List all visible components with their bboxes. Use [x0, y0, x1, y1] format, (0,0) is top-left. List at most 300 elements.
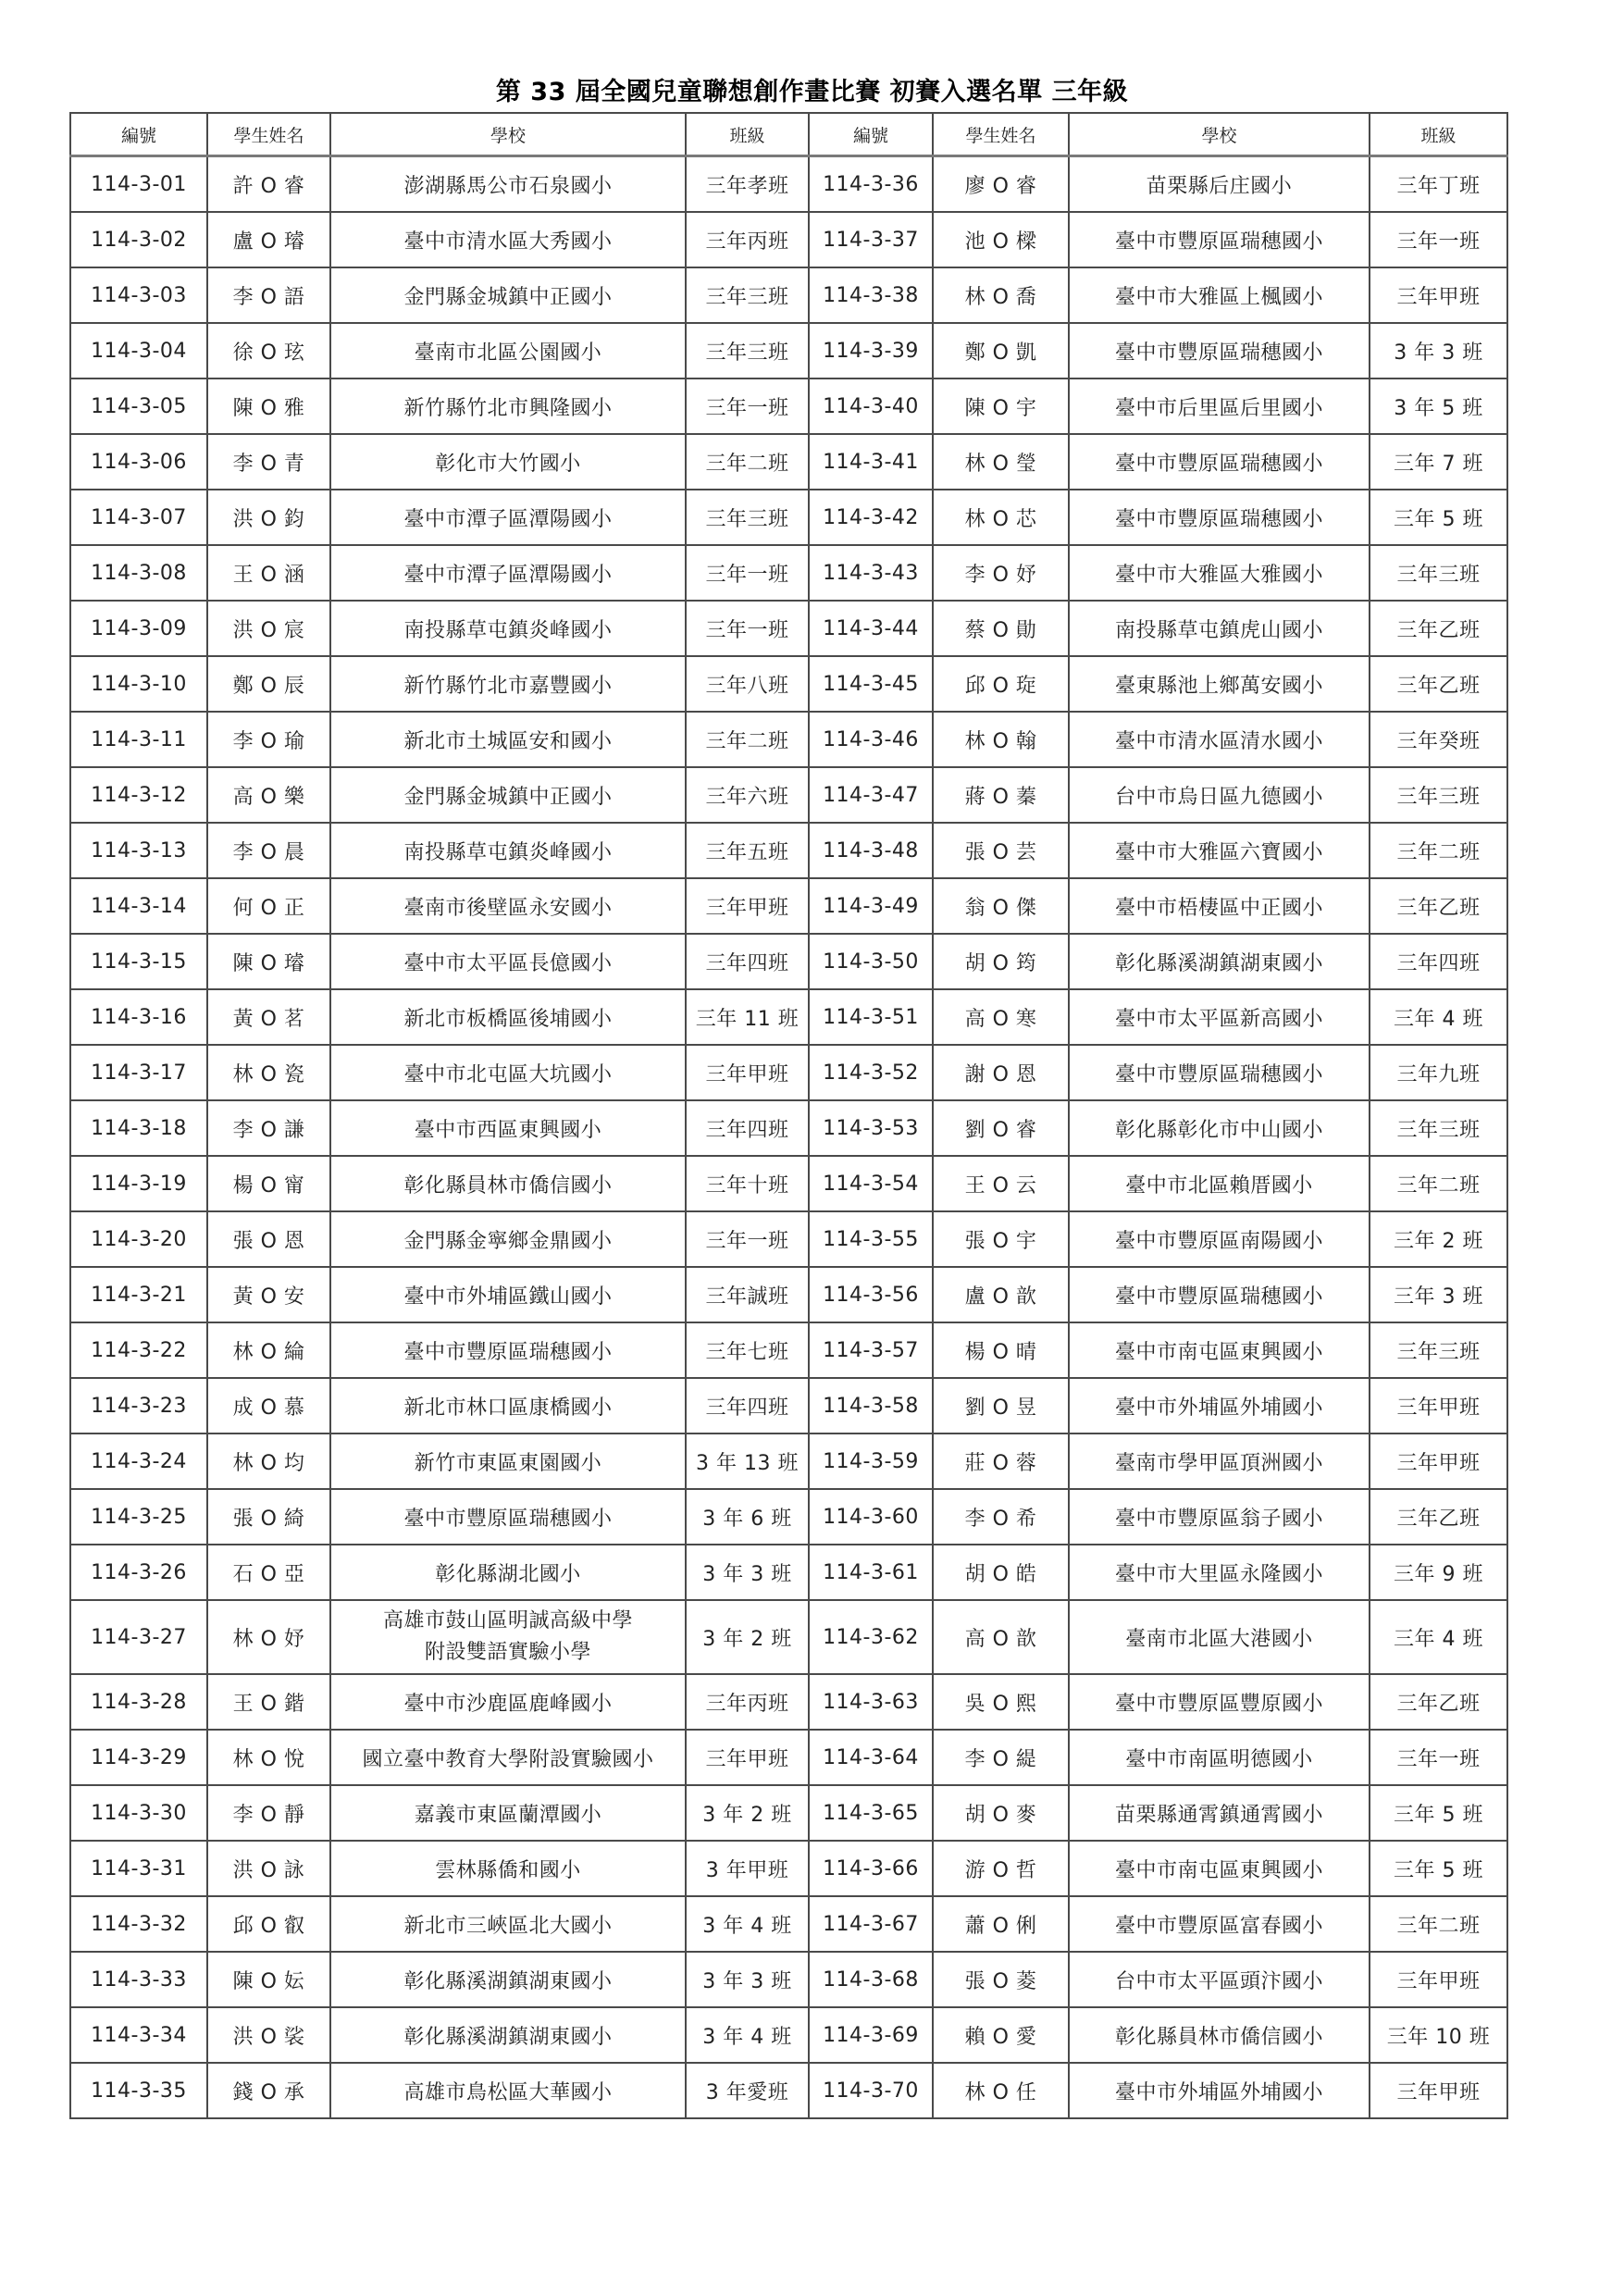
- right-class-cell: 三年甲班: [1370, 267, 1507, 323]
- left-class-cell: 三年三班: [686, 490, 809, 545]
- left-name-cell: 陳 O 妘: [207, 1952, 330, 2007]
- right-class-cell: 三年乙班: [1370, 1674, 1507, 1730]
- table-row: [70, 2063, 1507, 2118]
- left-school-cell: 高雄市鳥松區大華國小: [330, 2063, 686, 2118]
- header-school-right: 學校: [1069, 113, 1370, 156]
- right-name-cell: 林 O 翰: [933, 712, 1069, 767]
- right-school-cell: 苗栗縣通霄鎮通霄國小: [1069, 1785, 1370, 1841]
- right-class-cell: 三年乙班: [1370, 656, 1507, 712]
- left-id-cell: 114-3-30: [70, 1785, 207, 1841]
- left-id-cell: 114-3-08: [70, 545, 207, 601]
- left-school-cell: 國立臺中教育大學附設實驗國小: [330, 1730, 686, 1785]
- right-class-cell: 三年九班: [1370, 1045, 1507, 1100]
- header-class-left: 班級: [686, 113, 809, 156]
- left-name-cell: 林 O 悅: [207, 1730, 330, 1785]
- left-class-cell: 三年孝班: [686, 156, 809, 213]
- right-school-cell: 臺中市豐原區瑞穗國小: [1069, 1045, 1370, 1100]
- right-id-cell: 114-3-64: [809, 1730, 933, 1785]
- right-id-cell: 114-3-60: [809, 1489, 933, 1545]
- right-school-cell: 彰化縣員林市僑信國小: [1069, 2007, 1370, 2063]
- left-class-cell: 三年四班: [686, 1100, 809, 1156]
- left-name-cell: 洪 O 裟: [207, 2007, 330, 2063]
- right-id-cell: 114-3-58: [809, 1378, 933, 1433]
- left-id-cell: 114-3-04: [70, 323, 207, 379]
- left-class-cell: 三年甲班: [686, 1045, 809, 1100]
- left-id-cell: 114-3-05: [70, 379, 207, 434]
- left-id-cell: 114-3-13: [70, 823, 207, 878]
- left-name-cell: 王 O 涵: [207, 545, 330, 601]
- right-name-cell: 謝 O 恩: [933, 1045, 1069, 1100]
- right-id-cell: 114-3-66: [809, 1841, 933, 1896]
- right-class-cell: 三年二班: [1370, 1896, 1507, 1952]
- table-row: [70, 878, 1507, 934]
- left-id-cell: 114-3-17: [70, 1045, 207, 1100]
- right-id-cell: 114-3-56: [809, 1267, 933, 1322]
- left-school-cell: 新竹縣竹北市興隆國小: [330, 379, 686, 434]
- header-school-left: 學校: [330, 113, 686, 156]
- right-class-cell: 三年三班: [1370, 767, 1507, 823]
- left-school-cell: 臺中市潭子區潭陽國小: [330, 490, 686, 545]
- table-row: [70, 823, 1507, 878]
- left-name-cell: 王 O 鍇: [207, 1674, 330, 1730]
- left-school-cell: 臺中市外埔區鐵山國小: [330, 1267, 686, 1322]
- left-class-cell: 三年十班: [686, 1156, 809, 1211]
- left-id-cell: 114-3-18: [70, 1100, 207, 1156]
- right-class-cell: 三年甲班: [1370, 1433, 1507, 1489]
- right-class-cell: 三年四班: [1370, 934, 1507, 989]
- left-school-cell: 彰化縣湖北國小: [330, 1545, 686, 1600]
- left-name-cell: 楊 O 甯: [207, 1156, 330, 1211]
- left-name-cell: 林 O 妤: [207, 1600, 330, 1674]
- table-row: [70, 1045, 1507, 1100]
- left-class-cell: 3 年 3 班: [686, 1545, 809, 1600]
- right-name-cell: 李 O 妤: [933, 545, 1069, 601]
- left-class-cell: 三年六班: [686, 767, 809, 823]
- left-class-cell: 三年一班: [686, 379, 809, 434]
- right-class-cell: 三年 10 班: [1370, 2007, 1507, 2063]
- left-school-cell: 臺中市北屯區大坑國小: [330, 1045, 686, 1100]
- left-school-cell: 雲林縣僑和國小: [330, 1841, 686, 1896]
- right-class-cell: 3 年 3 班: [1370, 323, 1507, 379]
- right-school-cell: 臺中市豐原區翁子國小: [1069, 1489, 1370, 1545]
- left-name-cell: 李 O 晨: [207, 823, 330, 878]
- right-id-cell: 114-3-49: [809, 878, 933, 934]
- right-school-cell: 臺中市梧棲區中正國小: [1069, 878, 1370, 934]
- right-class-cell: 三年 5 班: [1370, 1841, 1507, 1896]
- right-class-cell: 三年乙班: [1370, 601, 1507, 656]
- right-school-cell: 臺中市大雅區大雅國小: [1069, 545, 1370, 601]
- right-name-cell: 張 O 菱: [933, 1952, 1069, 2007]
- right-id-cell: 114-3-62: [809, 1600, 933, 1674]
- right-class-cell: 三年三班: [1370, 1100, 1507, 1156]
- right-id-cell: 114-3-59: [809, 1433, 933, 1489]
- left-class-cell: 3 年甲班: [686, 1841, 809, 1896]
- left-school-cell: 金門縣金城鎮中正國小: [330, 767, 686, 823]
- right-school-cell: 彰化縣彰化市中山國小: [1069, 1100, 1370, 1156]
- right-school-cell: 臺中市后里區后里國小: [1069, 379, 1370, 434]
- left-id-cell: 114-3-06: [70, 434, 207, 490]
- right-school-cell: 彰化縣溪湖鎮湖東國小: [1069, 934, 1370, 989]
- right-id-cell: 114-3-37: [809, 212, 933, 267]
- table-row: [70, 1952, 1507, 2007]
- left-school-cell: 南投縣草屯鎮炎峰國小: [330, 823, 686, 878]
- left-school-cell: 彰化縣溪湖鎮湖東國小: [330, 1952, 686, 2007]
- left-class-cell: 3 年 6 班: [686, 1489, 809, 1545]
- table-row: [70, 267, 1507, 323]
- left-id-cell: 114-3-26: [70, 1545, 207, 1600]
- right-class-cell: 三年 5 班: [1370, 490, 1507, 545]
- right-school-cell: 臺中市南屯區東興國小: [1069, 1322, 1370, 1378]
- right-class-cell: 三年二班: [1370, 823, 1507, 878]
- left-school-cell: 新竹縣竹北市嘉豐國小: [330, 656, 686, 712]
- table-row: [70, 1545, 1507, 1600]
- left-school-cell: 彰化縣溪湖鎮湖東國小: [330, 2007, 686, 2063]
- table-row: [70, 2007, 1507, 2063]
- left-name-cell: 林 O 瓷: [207, 1045, 330, 1100]
- left-class-cell: 三年三班: [686, 323, 809, 379]
- left-school-cell: 彰化縣員林市僑信國小: [330, 1156, 686, 1211]
- table-row: [70, 1841, 1507, 1896]
- left-name-cell: 何 O 正: [207, 878, 330, 934]
- right-id-cell: 114-3-61: [809, 1545, 933, 1600]
- right-class-cell: 三年甲班: [1370, 2063, 1507, 2118]
- table-row: [70, 1433, 1507, 1489]
- left-class-cell: 3 年 2 班: [686, 1785, 809, 1841]
- left-class-cell: 3 年 13 班: [686, 1433, 809, 1489]
- left-class-cell: 3 年愛班: [686, 2063, 809, 2118]
- right-id-cell: 114-3-55: [809, 1211, 933, 1267]
- right-class-cell: 三年 9 班: [1370, 1545, 1507, 1600]
- right-id-cell: 114-3-65: [809, 1785, 933, 1841]
- left-name-cell: 張 O 恩: [207, 1211, 330, 1267]
- left-name-cell: 林 O 綸: [207, 1322, 330, 1378]
- left-id-cell: 114-3-35: [70, 2063, 207, 2118]
- right-name-cell: 蕭 O 俐: [933, 1896, 1069, 1952]
- right-class-cell: 三年乙班: [1370, 878, 1507, 934]
- left-name-cell: 許 O 睿: [207, 156, 330, 213]
- right-school-cell: 臺中市豐原區瑞穗國小: [1069, 212, 1370, 267]
- right-class-cell: 三年乙班: [1370, 1489, 1507, 1545]
- right-name-cell: 胡 O 麥: [933, 1785, 1069, 1841]
- left-class-cell: 三年八班: [686, 656, 809, 712]
- right-class-cell: 三年丁班: [1370, 156, 1507, 213]
- left-id-cell: 114-3-09: [70, 601, 207, 656]
- right-id-cell: 114-3-40: [809, 379, 933, 434]
- left-name-cell: 高 O 樂: [207, 767, 330, 823]
- table-row: [70, 156, 1507, 213]
- right-class-cell: 三年一班: [1370, 1730, 1507, 1785]
- left-school-cell: 臺中市西區東興國小: [330, 1100, 686, 1156]
- right-id-cell: 114-3-70: [809, 2063, 933, 2118]
- left-class-cell: 三年四班: [686, 934, 809, 989]
- left-class-cell: 三年一班: [686, 601, 809, 656]
- right-id-cell: 114-3-47: [809, 767, 933, 823]
- table-row: [70, 934, 1507, 989]
- table-row: [70, 212, 1507, 267]
- left-name-cell: 李 O 語: [207, 267, 330, 323]
- left-class-cell: 三年甲班: [686, 1730, 809, 1785]
- left-school-cell: 彰化市大竹國小: [330, 434, 686, 490]
- left-id-cell: 114-3-20: [70, 1211, 207, 1267]
- right-school-cell: 臺中市豐原區瑞穗國小: [1069, 434, 1370, 490]
- right-school-cell: 臺中市豐原區豐原國小: [1069, 1674, 1370, 1730]
- left-id-cell: 114-3-07: [70, 490, 207, 545]
- right-name-cell: 高 O 寒: [933, 989, 1069, 1045]
- left-class-cell: 三年誠班: [686, 1267, 809, 1322]
- right-name-cell: 莊 O 蓉: [933, 1433, 1069, 1489]
- right-school-cell: 臺中市豐原區富春國小: [1069, 1896, 1370, 1952]
- left-school-cell: 臺中市清水區大秀國小: [330, 212, 686, 267]
- left-class-cell: 三年甲班: [686, 878, 809, 934]
- right-class-cell: 三年甲班: [1370, 1952, 1507, 2007]
- left-id-cell: 114-3-28: [70, 1674, 207, 1730]
- school-line-2: 附設雙語實驗小學: [424, 1641, 591, 1664]
- left-name-cell: 洪 O 鈞: [207, 490, 330, 545]
- table-row: [70, 434, 1507, 490]
- left-id-cell: 114-3-19: [70, 1156, 207, 1211]
- right-id-cell: 114-3-46: [809, 712, 933, 767]
- right-school-cell: 苗栗縣后庄國小: [1069, 156, 1370, 213]
- right-class-cell: 3 年 5 班: [1370, 379, 1507, 434]
- right-id-cell: 114-3-43: [809, 545, 933, 601]
- right-name-cell: 游 O 哲: [933, 1841, 1069, 1896]
- right-school-cell: 台中市太平區頭汴國小: [1069, 1952, 1370, 2007]
- right-name-cell: 李 O 緹: [933, 1730, 1069, 1785]
- right-school-cell: 臺南市學甲區頂洲國小: [1069, 1433, 1370, 1489]
- left-id-cell: 114-3-16: [70, 989, 207, 1045]
- roster-table: [69, 112, 1508, 2119]
- table-row: [70, 601, 1507, 656]
- left-school-cell: 臺中市潭子區潭陽國小: [330, 545, 686, 601]
- right-school-cell: 臺南市北區大港國小: [1069, 1600, 1370, 1674]
- right-name-cell: 林 O 任: [933, 2063, 1069, 2118]
- right-school-cell: 臺中市豐原區瑞穗國小: [1069, 323, 1370, 379]
- left-name-cell: 邱 O 叡: [207, 1896, 330, 1952]
- left-id-cell: 114-3-32: [70, 1896, 207, 1952]
- right-id-cell: 114-3-57: [809, 1322, 933, 1378]
- left-school-cell: 新竹市東區東園國小: [330, 1433, 686, 1489]
- school-line-1: 高雄市鼓山區明誠高級中學: [382, 1609, 633, 1632]
- left-name-cell: 李 O 靜: [207, 1785, 330, 1841]
- left-name-cell: 徐 O 玹: [207, 323, 330, 379]
- right-name-cell: 楊 O 晴: [933, 1322, 1069, 1378]
- right-name-cell: 劉 O 睿: [933, 1100, 1069, 1156]
- right-school-cell: 臺中市外埔區外埔國小: [1069, 2063, 1370, 2118]
- right-class-cell: 三年三班: [1370, 1322, 1507, 1378]
- right-class-cell: 三年 3 班: [1370, 1267, 1507, 1322]
- left-school-cell: 臺南市後壁區永安國小: [330, 878, 686, 934]
- right-id-cell: 114-3-39: [809, 323, 933, 379]
- right-school-cell: 臺中市豐原區瑞穗國小: [1069, 490, 1370, 545]
- right-id-cell: 114-3-69: [809, 2007, 933, 2063]
- left-name-cell: 李 O 青: [207, 434, 330, 490]
- table-row: [70, 1267, 1507, 1322]
- right-name-cell: 劉 O 昱: [933, 1378, 1069, 1433]
- right-school-cell: 臺東縣池上鄉萬安國小: [1069, 656, 1370, 712]
- table-row: [70, 379, 1507, 434]
- table-row: [70, 323, 1507, 379]
- left-school-cell: 新北市林口區康橋國小: [330, 1378, 686, 1433]
- left-id-cell: 114-3-23: [70, 1378, 207, 1433]
- left-school-cell: 新北市板橋區後埔國小: [330, 989, 686, 1045]
- left-id-cell: 114-3-34: [70, 2007, 207, 2063]
- right-name-cell: 翁 O 傑: [933, 878, 1069, 934]
- left-id-cell: 114-3-14: [70, 878, 207, 934]
- right-id-cell: 114-3-51: [809, 989, 933, 1045]
- right-name-cell: 張 O 芸: [933, 823, 1069, 878]
- left-id-cell: 114-3-33: [70, 1952, 207, 2007]
- left-school-cell: 新北市土城區安和國小: [330, 712, 686, 767]
- left-name-cell: 李 O 謙: [207, 1100, 330, 1156]
- right-class-cell: 三年 4 班: [1370, 1600, 1507, 1674]
- right-name-cell: 池 O 樑: [933, 212, 1069, 267]
- left-name-cell: 洪 O 宸: [207, 601, 330, 656]
- right-name-cell: 鄭 O 凱: [933, 323, 1069, 379]
- left-id-cell: 114-3-01: [70, 156, 207, 213]
- right-id-cell: 114-3-44: [809, 601, 933, 656]
- left-name-cell: 石 O 亞: [207, 1545, 330, 1600]
- left-name-cell: 林 O 均: [207, 1433, 330, 1489]
- left-class-cell: 三年一班: [686, 1211, 809, 1267]
- right-class-cell: 三年 5 班: [1370, 1785, 1507, 1841]
- right-school-cell: 南投縣草屯鎮虎山國小: [1069, 601, 1370, 656]
- roster-body: [70, 156, 1507, 2119]
- table-row: [70, 1322, 1507, 1378]
- left-class-cell: 三年三班: [686, 267, 809, 323]
- right-id-cell: 114-3-41: [809, 434, 933, 490]
- table-row: [70, 1674, 1507, 1730]
- left-name-cell: 成 O 慕: [207, 1378, 330, 1433]
- right-id-cell: 114-3-63: [809, 1674, 933, 1730]
- left-name-cell: 盧 O 璿: [207, 212, 330, 267]
- table-row: [70, 1785, 1507, 1841]
- left-id-cell: 114-3-12: [70, 767, 207, 823]
- right-class-cell: 三年癸班: [1370, 712, 1507, 767]
- right-name-cell: 盧 O 歆: [933, 1267, 1069, 1322]
- left-name-cell: 黃 O 茗: [207, 989, 330, 1045]
- table-row: [70, 712, 1507, 767]
- right-name-cell: 林 O 芯: [933, 490, 1069, 545]
- table-row: [70, 1378, 1507, 1433]
- right-class-cell: 三年 7 班: [1370, 434, 1507, 490]
- right-school-cell: 臺中市清水區清水國小: [1069, 712, 1370, 767]
- left-school-cell: 臺南市北區公園國小: [330, 323, 686, 379]
- table-row: [70, 767, 1507, 823]
- header-name-right: 學生姓名: [933, 113, 1069, 156]
- right-name-cell: 陳 O 宇: [933, 379, 1069, 434]
- right-id-cell: 114-3-68: [809, 1952, 933, 2007]
- table-row: [70, 1100, 1507, 1156]
- header-row: [70, 113, 1507, 156]
- header-name-left: 學生姓名: [207, 113, 330, 156]
- left-name-cell: 鄭 O 辰: [207, 656, 330, 712]
- right-name-cell: 吳 O 熙: [933, 1674, 1069, 1730]
- left-id-cell: 114-3-24: [70, 1433, 207, 1489]
- right-name-cell: 蔡 O 勛: [933, 601, 1069, 656]
- left-class-cell: 三年二班: [686, 434, 809, 490]
- right-class-cell: 三年 4 班: [1370, 989, 1507, 1045]
- header-class-right: 班級: [1370, 113, 1507, 156]
- left-school-cell: 新北市三峽區北大國小: [330, 1896, 686, 1952]
- right-name-cell: 邱 O 琁: [933, 656, 1069, 712]
- left-name-cell: 陳 O 雅: [207, 379, 330, 434]
- right-school-cell: 臺中市豐原區南陽國小: [1069, 1211, 1370, 1267]
- left-name-cell: 黃 O 安: [207, 1267, 330, 1322]
- right-id-cell: 114-3-53: [809, 1100, 933, 1156]
- right-name-cell: 蔣 O 蓁: [933, 767, 1069, 823]
- right-class-cell: 三年二班: [1370, 1156, 1507, 1211]
- left-school-cell: 臺中市沙鹿區鹿峰國小: [330, 1674, 686, 1730]
- left-id-cell: 114-3-31: [70, 1841, 207, 1896]
- left-class-cell: 三年四班: [686, 1378, 809, 1433]
- right-name-cell: 高 O 歆: [933, 1600, 1069, 1674]
- left-id-cell: 114-3-11: [70, 712, 207, 767]
- right-name-cell: 林 O 喬: [933, 267, 1069, 323]
- right-name-cell: 胡 O 筠: [933, 934, 1069, 989]
- right-school-cell: 臺中市南區明德國小: [1069, 1730, 1370, 1785]
- right-name-cell: 張 O 宇: [933, 1211, 1069, 1267]
- left-school-cell: 臺中市豐原區瑞穗國小: [330, 1322, 686, 1378]
- table-row: [70, 490, 1507, 545]
- right-class-cell: 三年一班: [1370, 212, 1507, 267]
- table-row: [70, 1156, 1507, 1211]
- right-school-cell: 臺中市南屯區東興國小: [1069, 1841, 1370, 1896]
- table-row: [70, 989, 1507, 1045]
- page-title: 第 33 屆全國兒童聯想創作畫比賽 初賽入選名單 三年級: [495, 78, 1129, 106]
- left-class-cell: 三年丙班: [686, 1674, 809, 1730]
- left-school-cell: 嘉義市東區蘭潭國小: [330, 1785, 686, 1841]
- left-id-cell: 114-3-15: [70, 934, 207, 989]
- right-id-cell: 114-3-54: [809, 1156, 933, 1211]
- right-school-cell: 臺中市大里區永隆國小: [1069, 1545, 1370, 1600]
- right-id-cell: 114-3-50: [809, 934, 933, 989]
- left-id-cell: 114-3-25: [70, 1489, 207, 1545]
- right-id-cell: 114-3-67: [809, 1896, 933, 1952]
- right-school-cell: 臺中市豐原區瑞穗國小: [1069, 1267, 1370, 1322]
- left-school-cell: 臺中市豐原區瑞穗國小: [330, 1489, 686, 1545]
- right-class-cell: 三年甲班: [1370, 1378, 1507, 1433]
- left-id-cell: 114-3-22: [70, 1322, 207, 1378]
- left-name-cell: 李 O 瑜: [207, 712, 330, 767]
- right-school-cell: 臺中市北區賴厝國小: [1069, 1156, 1370, 1211]
- table-row: [70, 1489, 1507, 1545]
- left-id-cell: 114-3-10: [70, 656, 207, 712]
- table-row: [70, 1211, 1507, 1267]
- left-school-cell: [330, 1600, 686, 1674]
- left-class-cell: 三年二班: [686, 712, 809, 767]
- left-id-cell: 114-3-02: [70, 212, 207, 267]
- right-name-cell: 王 O 云: [933, 1156, 1069, 1211]
- table-row: [70, 1600, 1507, 1674]
- right-id-cell: 114-3-36: [809, 156, 933, 213]
- right-school-cell: 臺中市大雅區六寶國小: [1069, 823, 1370, 878]
- right-name-cell: 李 O 希: [933, 1489, 1069, 1545]
- right-id-cell: 114-3-42: [809, 490, 933, 545]
- right-school-cell: 臺中市大雅區上楓國小: [1069, 267, 1370, 323]
- left-name-cell: 洪 O 詠: [207, 1841, 330, 1896]
- right-name-cell: 賴 O 愛: [933, 2007, 1069, 2063]
- table-row: [70, 545, 1507, 601]
- table-row: [70, 1730, 1507, 1785]
- left-name-cell: 張 O 綺: [207, 1489, 330, 1545]
- left-class-cell: 三年 11 班: [686, 989, 809, 1045]
- table-row: [70, 656, 1507, 712]
- right-class-cell: 三年三班: [1370, 545, 1507, 601]
- left-class-cell: 3 年 4 班: [686, 1896, 809, 1952]
- left-id-cell: 114-3-03: [70, 267, 207, 323]
- left-class-cell: 三年七班: [686, 1322, 809, 1378]
- left-class-cell: 三年五班: [686, 823, 809, 878]
